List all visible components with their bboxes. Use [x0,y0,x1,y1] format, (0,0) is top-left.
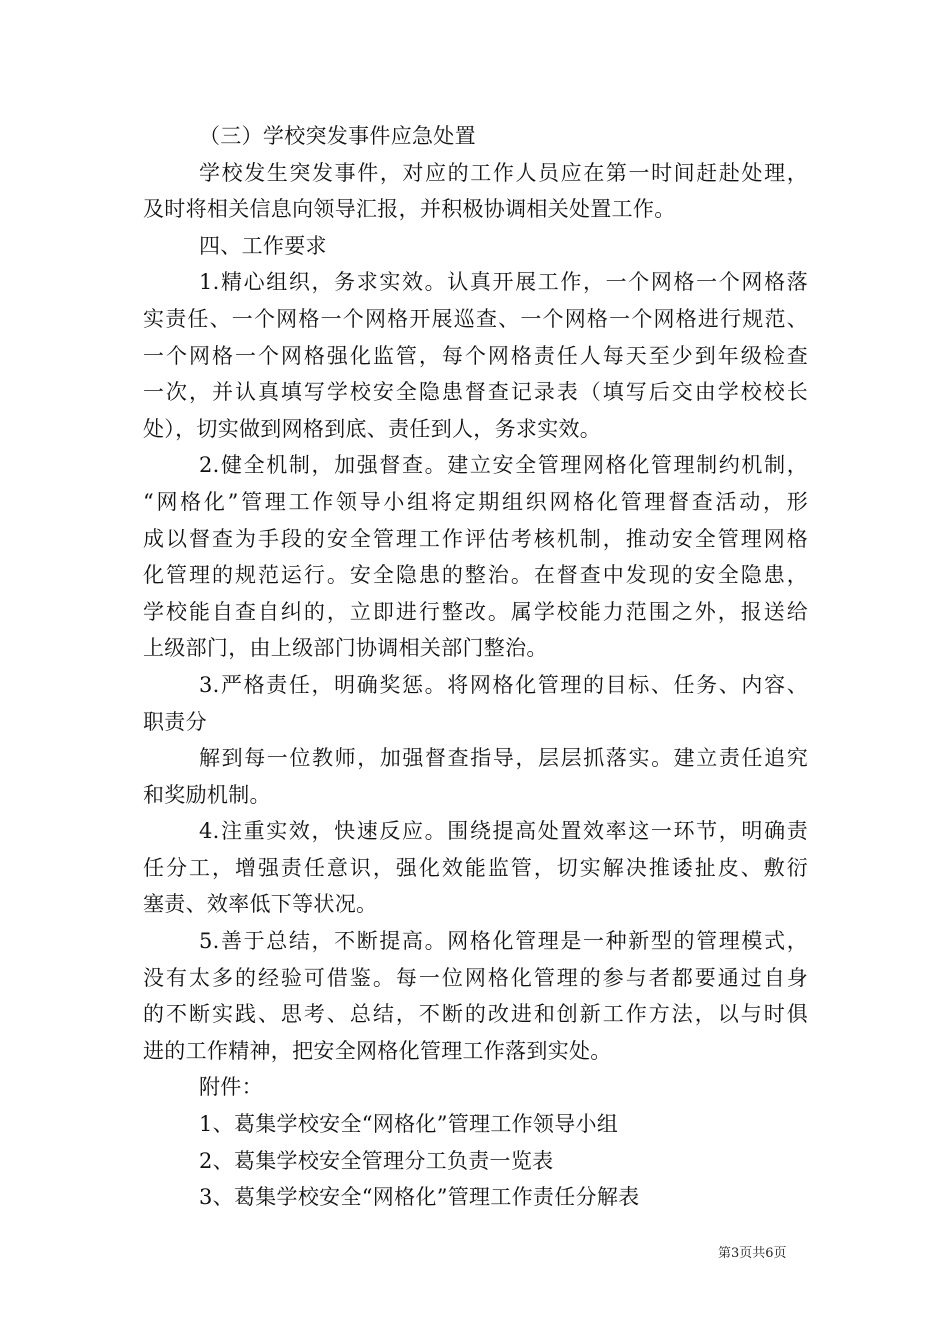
text-line: 职责分 [143,709,207,734]
text-line: 1、葛集学校安全“网格化”管理工作领导小组 [199,1112,619,1137]
text-line: 1.精心组织，务求实效。认真开展工作，一个网格一个网格落 [199,270,808,295]
text-line: 没有太多的经验可借鉴。每一位网格化管理的参与者都要通过自身 [143,965,808,990]
text-line: 3.严格责任，明确奖惩。将网格化管理的目标、任务、内容、 [199,672,808,697]
text-line: 4.注重实效，快速反应。围绕提高处置效率这一环节，明确责 [199,819,808,844]
text-line: 塞责、效率低下等状况。 [143,892,378,917]
text-line: 实责任、一个网格一个网格开展巡查、一个网格一个网格进行规范、 [143,306,808,331]
text-line: 解到每一位教师，加强督查指导，层层抓落实。建立责任追究 [199,746,808,771]
text-line: 一个网格一个网格强化监管，每个网格责任人每天至少到年级检查 [143,343,808,368]
text-line: （三）学校突发事件应急处置 [199,124,476,148]
text-line: 任分工，增强责任意识，强化效能监管，切实解决推诿扯皮、敷衍 [143,855,808,880]
text-line: 处），切实做到网格到底、责任到人，务求实效。 [143,416,602,441]
text-line: 学校发生突发事件，对应的工作人员应在第一时间赶赴处理， [199,160,808,185]
text-line: “网格化”管理工作领导小组将定期组织网格化管理督查活动，形 [143,489,808,514]
text-line: 一次，并认真填写学校安全隐患督查记录表（填写后交由学校校长 [143,380,808,405]
text-line: 2、葛集学校安全管理分工负责一览表 [199,1148,554,1173]
text-line: 的不断实践、思考、总结，不断的改进和创新工作方法，以与时俱 [143,1002,808,1027]
text-line: 3、葛集学校安全“网格化”管理工作责任分解表 [199,1185,640,1210]
text-line: 2.健全机制，加强督查。建立安全管理网格化管理制约机制， [199,453,808,478]
text-line: 进的工作精神，把安全网格化管理工作落到实处。 [143,1038,612,1063]
text-line: 及时将相关信息向领导汇报，并积极协调相关处置工作。 [143,197,676,222]
text-line: 化管理的规范运行。安全隐患的整治。在督查中发现的安全隐患， [143,563,808,588]
text-line: 成以督查为手段的安全管理工作评估考核机制，推动安全管理网格 [143,526,808,551]
text-line: 四、工作要求 [199,233,327,258]
text-line: 上级部门，由上级部门协调相关部门整治。 [143,636,548,661]
text-line: 附件： [199,1075,263,1100]
text-line: 学校能自查自纠的，立即进行整改。属学校能力范围之外，报送给 [143,599,808,624]
text-line: 和奖励机制。 [143,782,271,807]
page-number: 第3页共6页 [718,1246,787,1261]
text-line: 5.善于总结，不断提高。网格化管理是一种新型的管理模式， [199,929,808,954]
document-body [143,118,808,1216]
